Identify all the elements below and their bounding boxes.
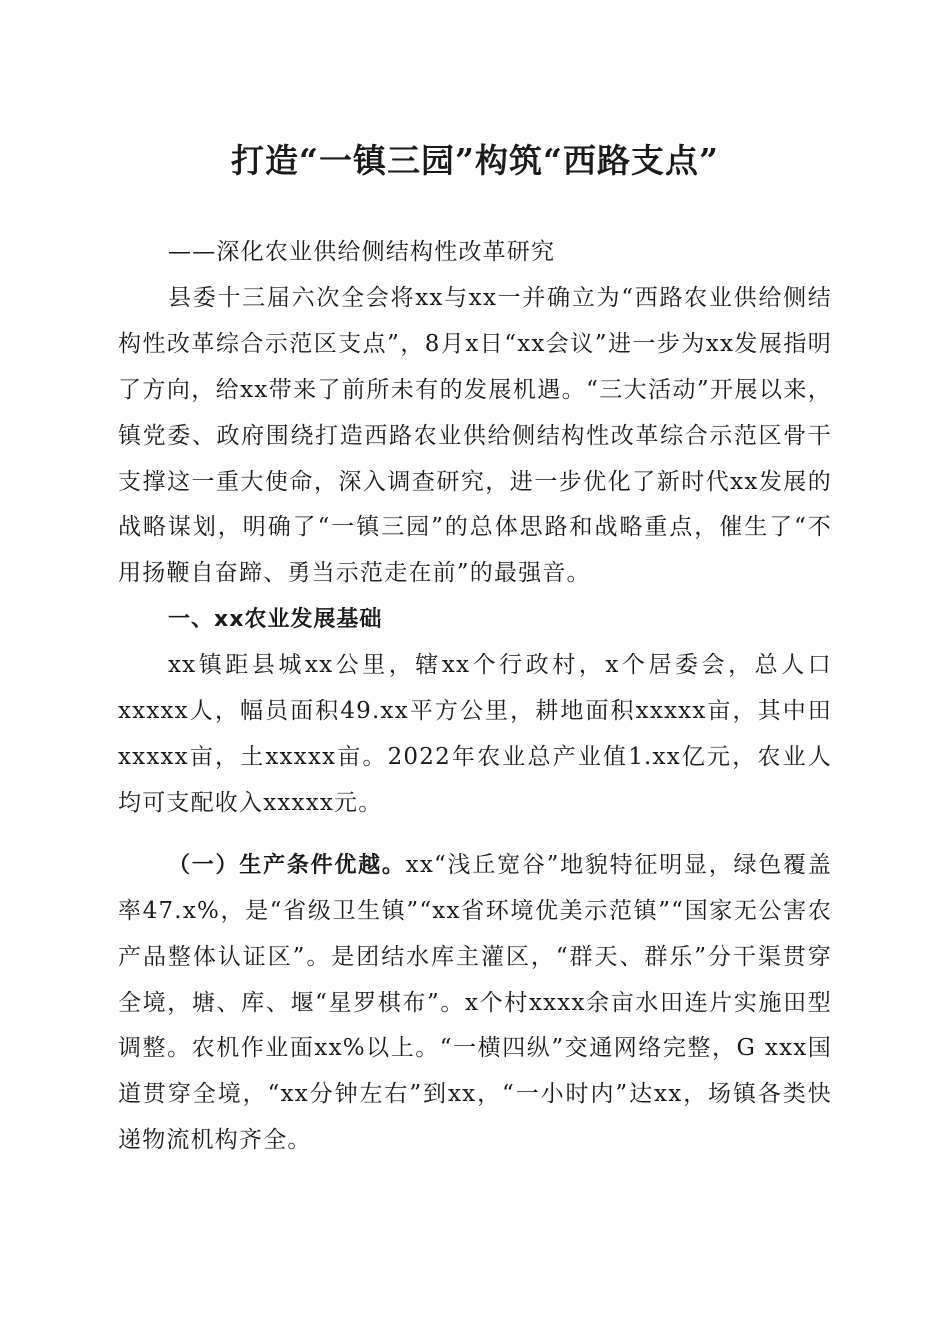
subsection-lead: （一）生产条件优越。 [168, 852, 406, 878]
subsection-body: xx“浅丘宽谷”地貌特征明显，绿色覆盖率47.x%，是“省级卫生镇”“xx省环境优美示范镇”“国家无公害农产品整体认证区”。是团结水库主灌区，“群天、群乐”分干渠贯穿全境，塘、库、堰“星罗棋布”。x个村xxxx余亩水田连片实施田型调整。农机作业面xx%以上。“一横四纵”交通网络完整，G xxx国道贯穿全境，“xx分钟左右”到xx，“一小时内”达xx，场镇各类快递物流机构齐全。 [118, 851, 832, 1154]
section-paragraph: xx镇距县城xx公里，辖xx个行政村，x个居委会，总人口xxxxx人，幅员面积49.xx平方公里，耕地面积xxxxx亩，其中田xxxxx亩，土xxxxx亩。2022年农业总产业值1.xx亿元，农业人均可支配收入xxxxx元。 [118, 652, 832, 816]
paragraph-gap [118, 827, 832, 843]
document-page [118, 0, 832, 1344]
section-heading: 一、xx农业发展基础 [168, 607, 383, 633]
document-title: 打造“一镇三园”构筑“西路支点” [231, 141, 719, 180]
document-body [118, 230, 832, 1164]
intro-paragraph: 县委十三届六次全会将xx与xx一并确立为“西路农业供给侧结构性改革综合示范区支点”，8月x日“xx会议”进一步为xx发展指明了方向，给xx带来了前所未有的发展机遇。“三大活动”开展以来，镇党委、政府围绕打造西路农业供给侧结构性改革综合示范区骨干支撑这一重大使命，深入调查研究，进一步优化了新时代xx发展的战略谋划，明确了“一镇三园”的总体思路和战略重点，催生了“不用扬鞭自奋蹄、勇当示范走在前”的最强音。 [118, 284, 832, 587]
subsection-paragraph [118, 843, 832, 1164]
subtitle: ——深化农业供给侧结构性改革研究 [168, 239, 556, 265]
